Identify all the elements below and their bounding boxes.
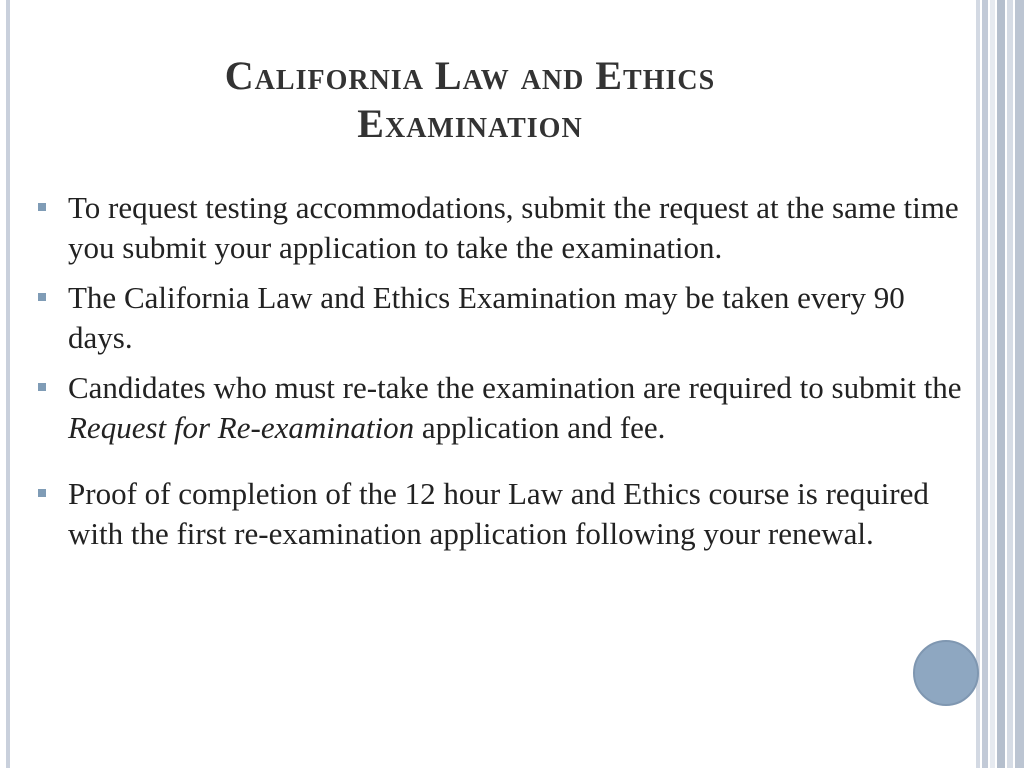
bullet-list xyxy=(30,188,975,564)
square-bullet-icon xyxy=(38,489,46,497)
decor-bar xyxy=(997,0,1005,768)
slide-title-line1: California Law and Ethics xyxy=(224,53,716,98)
decor-bar xyxy=(976,0,980,768)
bullet-text: Proof of completion of the 12 hour Law and Ethics course is required with the first re-examination application following your renewal. xyxy=(68,476,929,551)
circle-decor-icon xyxy=(913,640,979,706)
bullet-text-end: application and fee. xyxy=(414,410,666,445)
square-bullet-icon xyxy=(38,383,46,391)
decor-bar xyxy=(982,0,988,768)
square-bullet-icon xyxy=(38,293,46,301)
bullet-item xyxy=(30,368,975,448)
bullet-text: To request testing accommodations, submit the request at the same time you submit your application to take the examination. xyxy=(68,190,959,265)
bullet-item xyxy=(30,188,975,268)
bullet-item xyxy=(30,474,975,554)
decor-bar xyxy=(1007,0,1013,768)
left-border-line xyxy=(6,0,10,768)
bullet-text: The California Law and Ethics Examination may be taken every 90 days. xyxy=(68,280,905,355)
right-decorative-bars xyxy=(976,0,1024,768)
decor-bar xyxy=(1015,0,1024,768)
square-bullet-icon xyxy=(38,203,46,211)
slide-title xyxy=(40,52,900,148)
decor-bar xyxy=(990,0,995,768)
slide-title-line2: Examination xyxy=(357,101,583,146)
form-name-italic: Request for Re-examination xyxy=(68,410,415,445)
bullet-item xyxy=(30,278,975,358)
bullet-text-start: Candidates who must re-take the examination are required to submit the xyxy=(68,370,962,405)
